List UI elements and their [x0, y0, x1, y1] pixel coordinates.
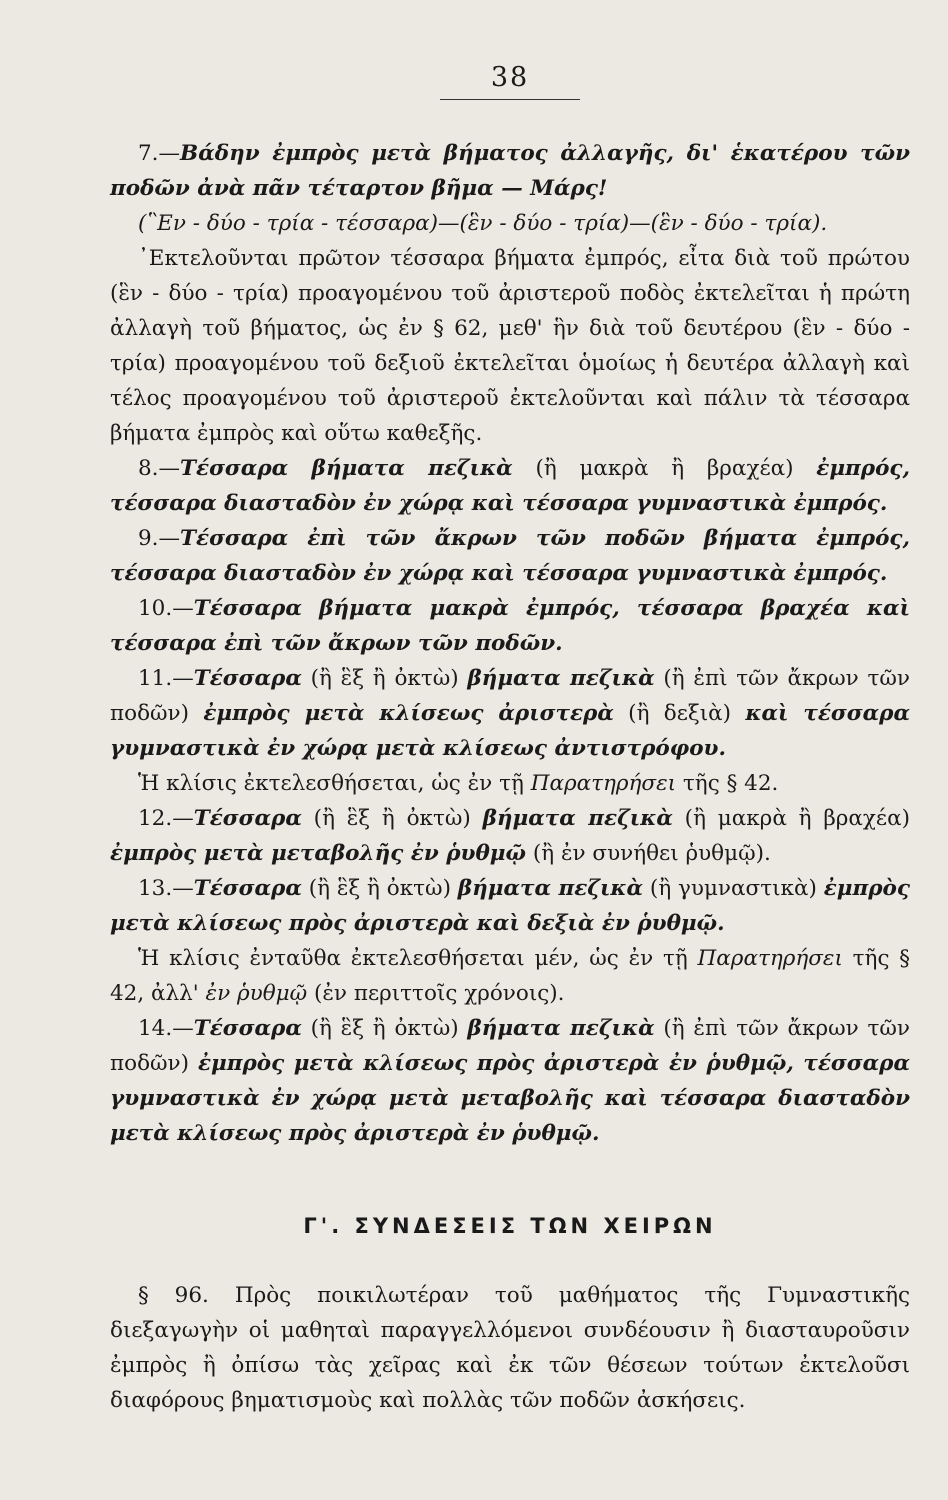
item-13: 13.—Τέσσαρα (ἢ ἓξ ἢ ὀκτὼ) βήματα πεζικὰ (ἢ γυμναστικὰ) ἐμπρὸς μετὰ κλίσεως πρὸς ἀριστερὰ καὶ δεξιὰ ἐν ῥυθμῷ.: [110, 876, 910, 936]
item-number: 12.—: [138, 806, 194, 831]
page-number: 38: [490, 62, 530, 93]
item-14: 14.—Τέσσαρα (ἢ ἓξ ἢ ὀκτὼ) βήματα πεζικὰ (ἢ ἐπὶ τῶν ἄκρων τῶν ποδῶν) ἐμπρὸς μετὰ κλίσεως πρὸς ἀριστερὰ ἐν ῥυθμῷ, τέσσαρα γυμναστικὰ ἐν χώρᾳ μετὰ μεταβολῆς καὶ τέσσαρα διασταδὸν μετὰ κλίσεως πρὸς ἀριστερὰ ἐν ῥυθμῷ.: [110, 1016, 911, 1146]
section-heading: Γ'. ΣΥΝΔΕΣΕΙΣ ΤΩΝ ΧΕΙΡΩΝ: [303, 1214, 717, 1238]
item-number: 8.—: [138, 456, 181, 481]
count-line: (῝Εν - δύο - τρία - τέσσαρα)—(ἓν - δύο - τρία)—(ἓν - δύο - τρία).: [138, 211, 828, 236]
paragraph: ᾿Εκτελοῦνται πρῶτον τέσσαρα βήματα ἐμπρός, εἶτα διὰ τοῦ πρώτου (ἓν - δύο - τρία) προαγομένου τοῦ ἀριστεροῦ ποδὸς ἐκτελεῖται ἡ πρώτη ἀλλαγὴ τοῦ βήματος, ὡς ἐν § 62, μεθ' ἣν διὰ τοῦ δευτέρου (ἓν - δύο - τρία) προαγομένου τοῦ δεξιοῦ ἐκτελεῖται ὁμοίως ἡ δευτέρα ἀλλαγὴ καὶ τέλος προαγομένου τοῦ ἀριστεροῦ ἐκτελοῦνται καὶ πάλιν τὰ τέσσαρα βήματα ἐμπρὸς καὶ οὕτω καθεξῆς.: [110, 246, 910, 446]
item-11: 11.—Τέσσαρα (ἢ ἓξ ἢ ὀκτὼ) βήματα πεζικὰ (ἢ ἐπὶ τῶν ἄκρων τῶν ποδῶν) ἐμπρὸς μετὰ κλίσεως ἀριστερὰ (ἢ δεξιὰ) καὶ τέσσαρα γυμναστικὰ ἐν χώρᾳ μετὰ κλίσεως ἀντιστρόφου.: [110, 666, 910, 761]
item-title: Βάδην ἐμπρὸς μετὰ βήματος ἀλλαγῆς, δι' ἑκατέρου τῶν ποδῶν ἀνὰ πᾶν τέταρτον βῆμα — Μάρς!: [110, 141, 910, 201]
final-paragraph: § 96. Πρὸς ποικιλωτέραν τοῦ μαθήματος τῆς Γυμναστικῆς διεξαγωγὴν οἱ μαθηταὶ παραγγελλόμενοι συνδέουσιν ἢ διασταυροῦσιν ἐμπρὸς ἢ ὀπίσω τὰς χεῖρας καὶ ἐκ τῶν θέσεων τούτων ἐκτελοῦσι διαφόρους βηματισμοὺς καὶ πολλὰς τῶν ποδῶν ἀσκήσεις.: [110, 1283, 910, 1413]
item-8: 8.—Τέσσαρα βήματα πεζικὰ (ἢ μακρὰ ἢ βραχέα) ἐμπρός, τέσσαρα διασταδὸν ἐν χώρᾳ καὶ τέσσαρα γυμναστικὰ ἐμπρός.: [110, 456, 911, 516]
item-number: 14.—: [138, 1016, 194, 1041]
item-number: 10.—: [138, 596, 194, 621]
item-number: 9.—: [138, 526, 181, 551]
item-number: 7.—: [138, 141, 181, 166]
item-number: 13.—: [138, 876, 194, 901]
note-11: Ἡ κλίσις ἐκτελεσθήσεται, ὡς ἐν τῇ Παρατηρήσει τῆς § 42.: [138, 771, 779, 796]
header-rule: [440, 99, 580, 100]
item-7: [110, 136, 910, 206]
item-12: 12.—Τέσσαρα (ἢ ἓξ ἢ ὀκτὼ) βήματα πεζικὰ (ἢ μακρὰ ἢ βραχέα) ἐμπρὸς μετὰ μεταβολῆς ἐν ῥυθμῷ (ἢ ἐν συνήθει ῥυθμῷ).: [110, 806, 910, 866]
item-10: 10.—Τέσσαρα βήματα μακρὰ ἐμπρός, τέσσαρα βραχέα καὶ τέσσαρα ἐπὶ τῶν ἄκρων τῶν ποδῶν.: [110, 596, 910, 656]
body-text: [110, 136, 910, 1418]
item-9: 9.—Τέσσαρα ἐπὶ τῶν ἄκρων τῶν ποδῶν βήματα ἐμπρός, τέσσαρα διασταδὸν ἐν χώρᾳ καὶ τέσσαρα γυμναστικὰ ἐμπρός.: [110, 526, 910, 586]
note-13: Ἡ κλίσις ἐνταῦθα ἐκτελεσθήσεται μέν, ὡς ἐν τῇ Παρατηρήσει τῆς § 42, ἀλλ' ἐν ῥυθμῷ (ἐν περιττοῖς χρόνοις).: [110, 946, 910, 1006]
item-number: 11.—: [138, 666, 194, 691]
